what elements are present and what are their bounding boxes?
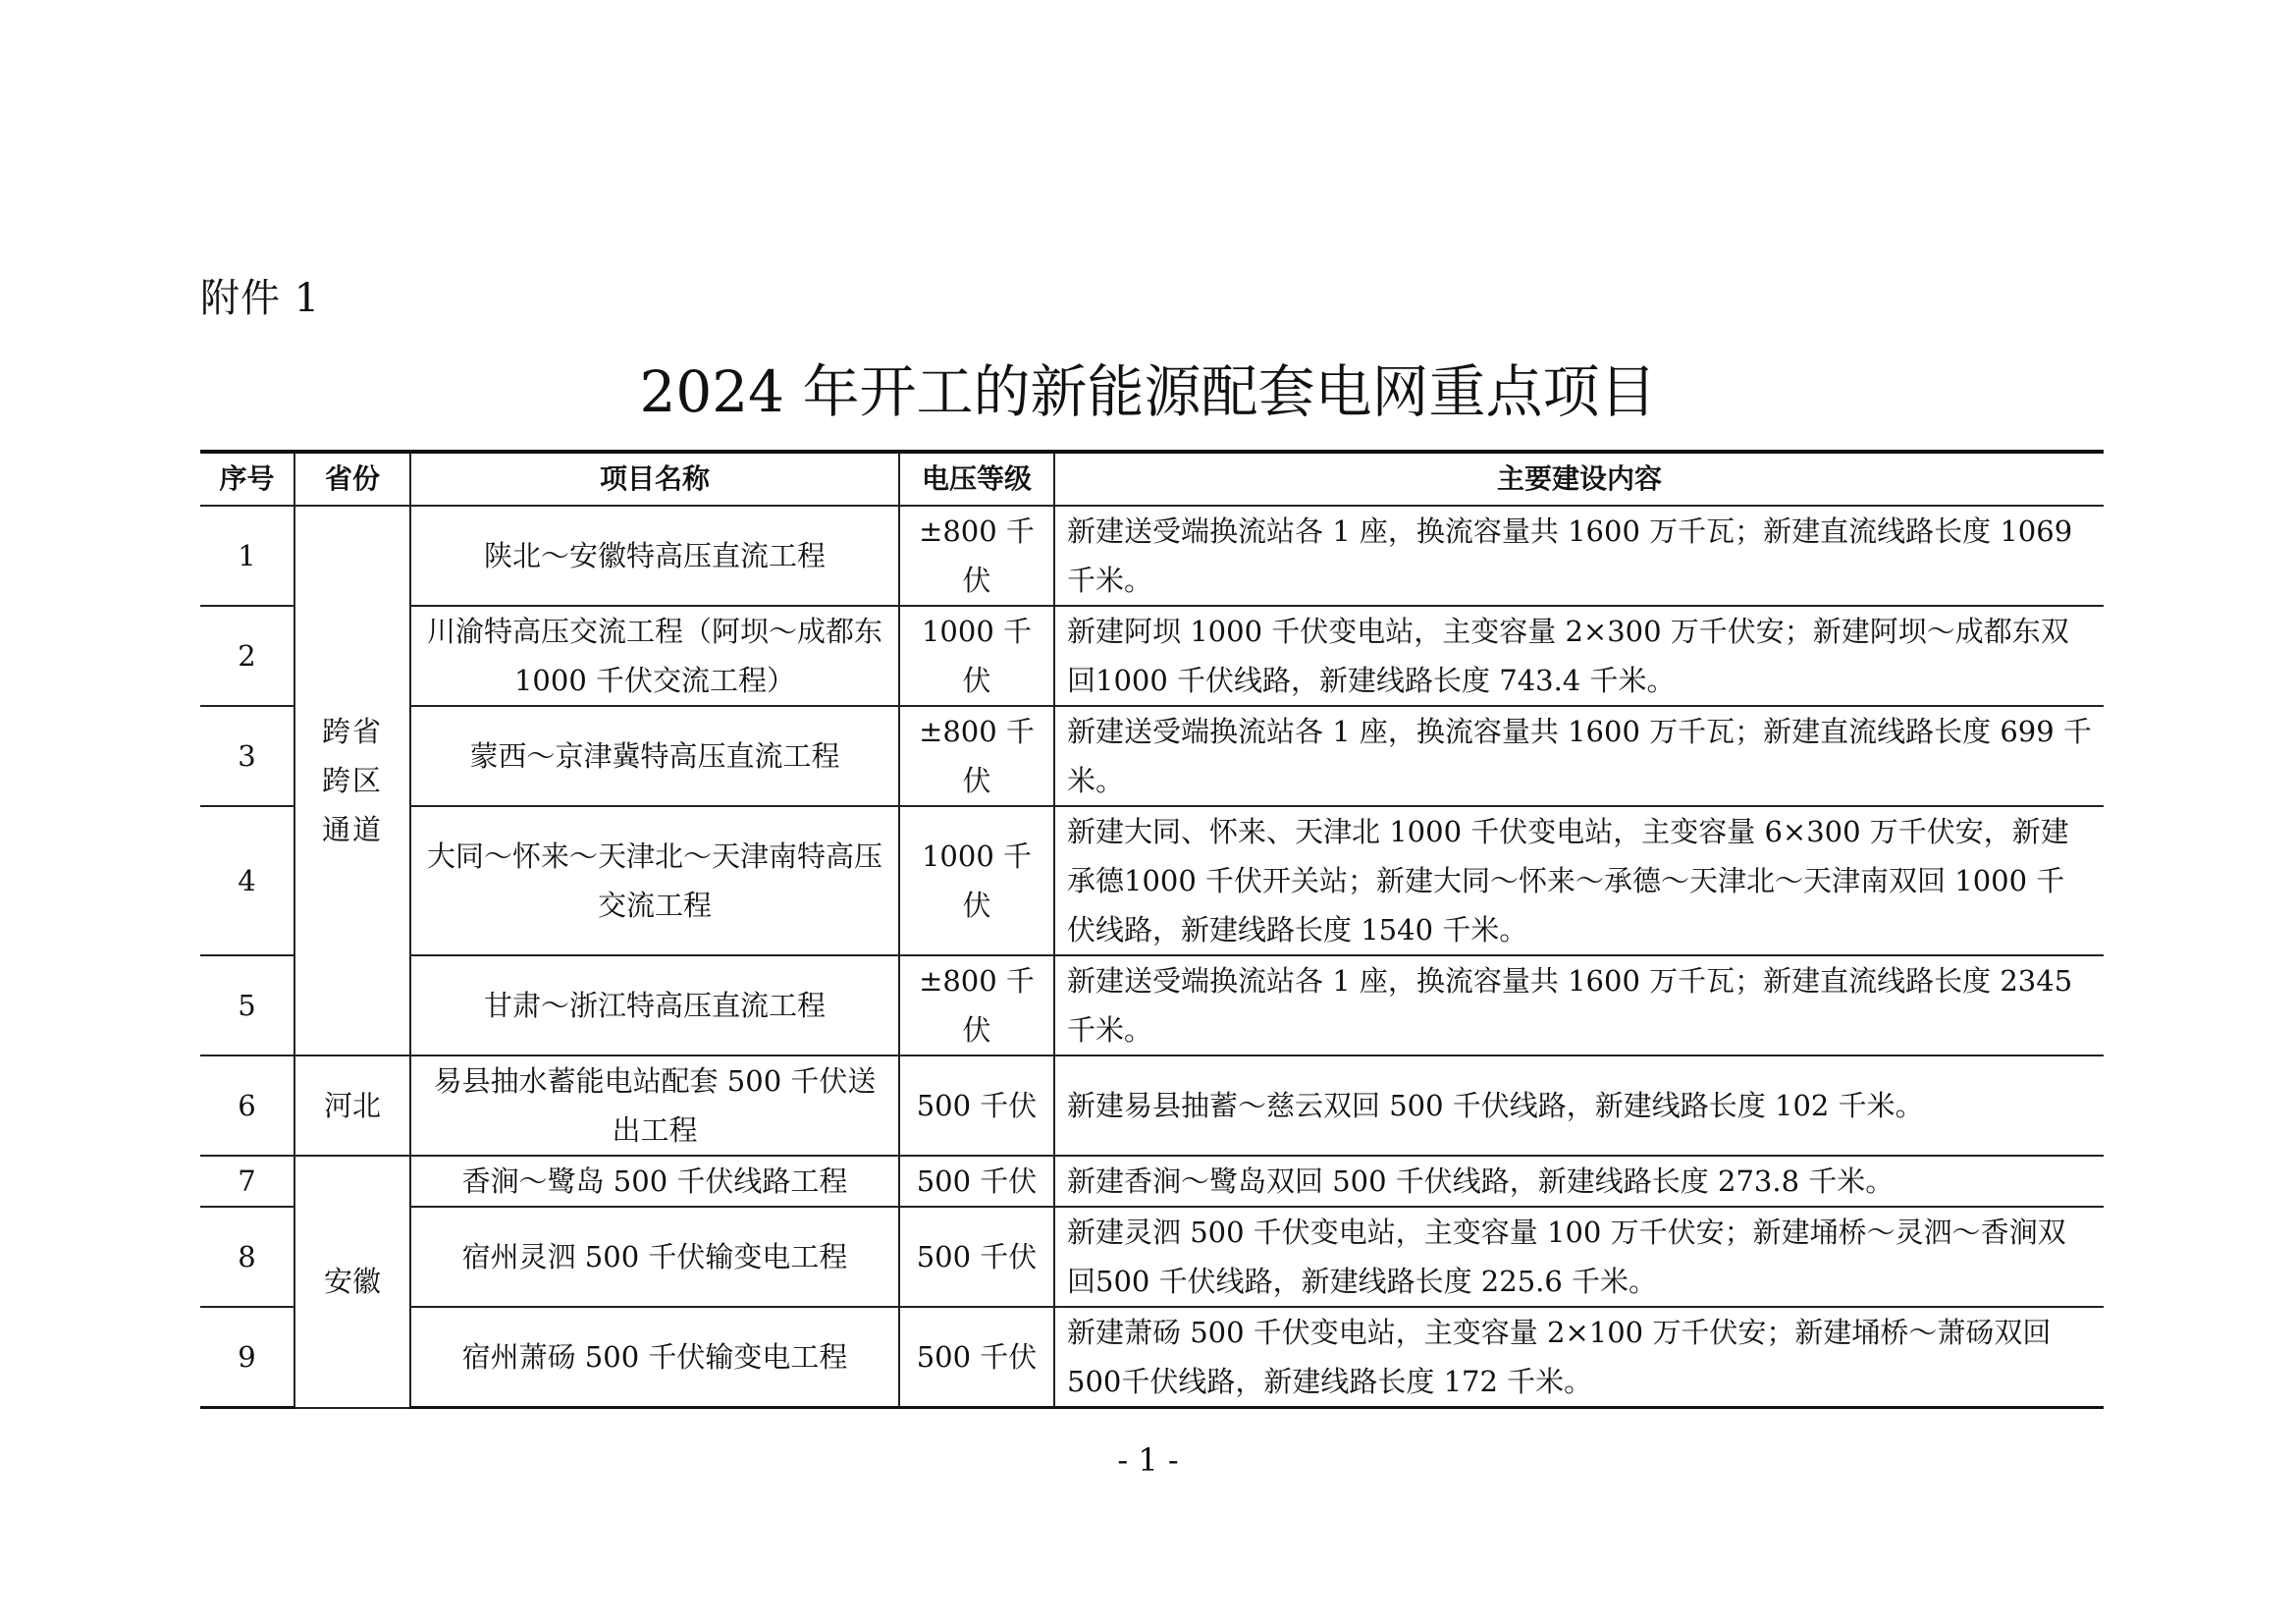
construction-content: 新建送受端换流站各 1 座，换流容量共 1600 万千瓦；新建直流线路长度 1069 千米。 xyxy=(1054,506,2104,606)
voltage-level: 500 千伏 xyxy=(899,1156,1054,1207)
table-row xyxy=(200,506,2104,606)
project-name: 川渝特高压交流工程（阿坝～成都东1000 千伏交流工程） xyxy=(410,606,899,706)
table-row xyxy=(200,1156,2104,1207)
construction-content: 新建大同、怀来、天津北 1000 千伏变电站，主变容量 6×300 万千伏安，新建承德1000 千伏开关站；新建大同～怀来～承德～天津北～天津南双回 1000 千伏线路，新建线路长度 1540 千米。 xyxy=(1054,806,2104,955)
project-name: 蒙西～京津冀特高压直流工程 xyxy=(410,706,899,806)
row-no: 5 xyxy=(200,955,294,1056)
voltage-level: ±800 千伏 xyxy=(899,955,1054,1056)
table-row xyxy=(200,606,2104,706)
province-cell-anhui: 安徽 xyxy=(294,1156,410,1408)
row-no: 8 xyxy=(200,1207,294,1307)
voltage-level: ±800 千伏 xyxy=(899,706,1054,806)
voltage-level: ±800 千伏 xyxy=(899,506,1054,606)
construction-content: 新建易县抽蓄～慈云双回 500 千伏线路，新建线路长度 102 千米。 xyxy=(1054,1056,2104,1156)
project-name: 宿州灵泗 500 千伏输变电工程 xyxy=(410,1207,899,1307)
header-content: 主要建设内容 xyxy=(1054,452,2104,506)
table-row xyxy=(200,706,2104,806)
row-no: 4 xyxy=(200,806,294,955)
header-no: 序号 xyxy=(200,452,294,506)
voltage-level: 500 千伏 xyxy=(899,1056,1054,1156)
row-no: 1 xyxy=(200,506,294,606)
province-cell-cross-region: 跨省 跨区 通道 xyxy=(294,506,410,1056)
construction-content: 新建送受端换流站各 1 座，换流容量共 1600 万千瓦；新建直流线路长度 2345 千米。 xyxy=(1054,955,2104,1056)
header-province: 省份 xyxy=(294,452,410,506)
table-row xyxy=(200,1307,2104,1408)
project-name: 甘肃～浙江特高压直流工程 xyxy=(410,955,899,1056)
voltage-level: 1000 千伏 xyxy=(899,806,1054,955)
project-name: 易县抽水蓄能电站配套 500 千伏送出工程 xyxy=(410,1056,899,1156)
projects-table xyxy=(200,450,2104,1409)
table-row xyxy=(200,1207,2104,1307)
row-no: 6 xyxy=(200,1056,294,1156)
project-name: 陕北～安徽特高压直流工程 xyxy=(410,506,899,606)
voltage-level: 1000 千伏 xyxy=(899,606,1054,706)
table-row xyxy=(200,806,2104,955)
construction-content: 新建萧砀 500 千伏变电站，主变容量 2×100 万千伏安；新建埇桥～萧砀双回 500千伏线路，新建线路长度 172 千米。 xyxy=(1054,1307,2104,1408)
attachment-label: 附件 1 xyxy=(200,276,321,321)
voltage-level: 500 千伏 xyxy=(899,1207,1054,1307)
page-title: 2024 年开工的新能源配套电网重点项目 xyxy=(639,358,1657,425)
table-header-row xyxy=(200,452,2104,506)
row-no: 3 xyxy=(200,706,294,806)
voltage-level: 500 千伏 xyxy=(899,1307,1054,1408)
row-no: 2 xyxy=(200,606,294,706)
row-no: 9 xyxy=(200,1307,294,1408)
project-name: 大同～怀来～天津北～天津南特高压交流工程 xyxy=(410,806,899,955)
construction-content: 新建灵泗 500 千伏变电站，主变容量 100 万千伏安；新建埇桥～灵泗～香涧双回500 千伏线路，新建线路长度 225.6 千米。 xyxy=(1054,1207,2104,1307)
header-project-name: 项目名称 xyxy=(410,452,899,506)
province-cell-hebei: 河北 xyxy=(294,1056,410,1156)
project-name: 香涧～鹭岛 500 千伏线路工程 xyxy=(410,1156,899,1207)
construction-content: 新建阿坝 1000 千伏变电站，主变容量 2×300 万千伏安；新建阿坝～成都东双回1000 千伏线路，新建线路长度 743.4 千米。 xyxy=(1054,606,2104,706)
header-voltage: 电压等级 xyxy=(899,452,1054,506)
project-name: 宿州萧砀 500 千伏输变电工程 xyxy=(410,1307,899,1408)
row-no: 7 xyxy=(200,1156,294,1207)
table-row xyxy=(200,955,2104,1056)
construction-content: 新建送受端换流站各 1 座，换流容量共 1600 万千瓦；新建直流线路长度 699 千米。 xyxy=(1054,706,2104,806)
table-row xyxy=(200,1056,2104,1156)
page-number: - 1 - xyxy=(1117,1441,1179,1479)
construction-content: 新建香涧～鹭岛双回 500 千伏线路，新建线路长度 273.8 千米。 xyxy=(1054,1156,2104,1207)
